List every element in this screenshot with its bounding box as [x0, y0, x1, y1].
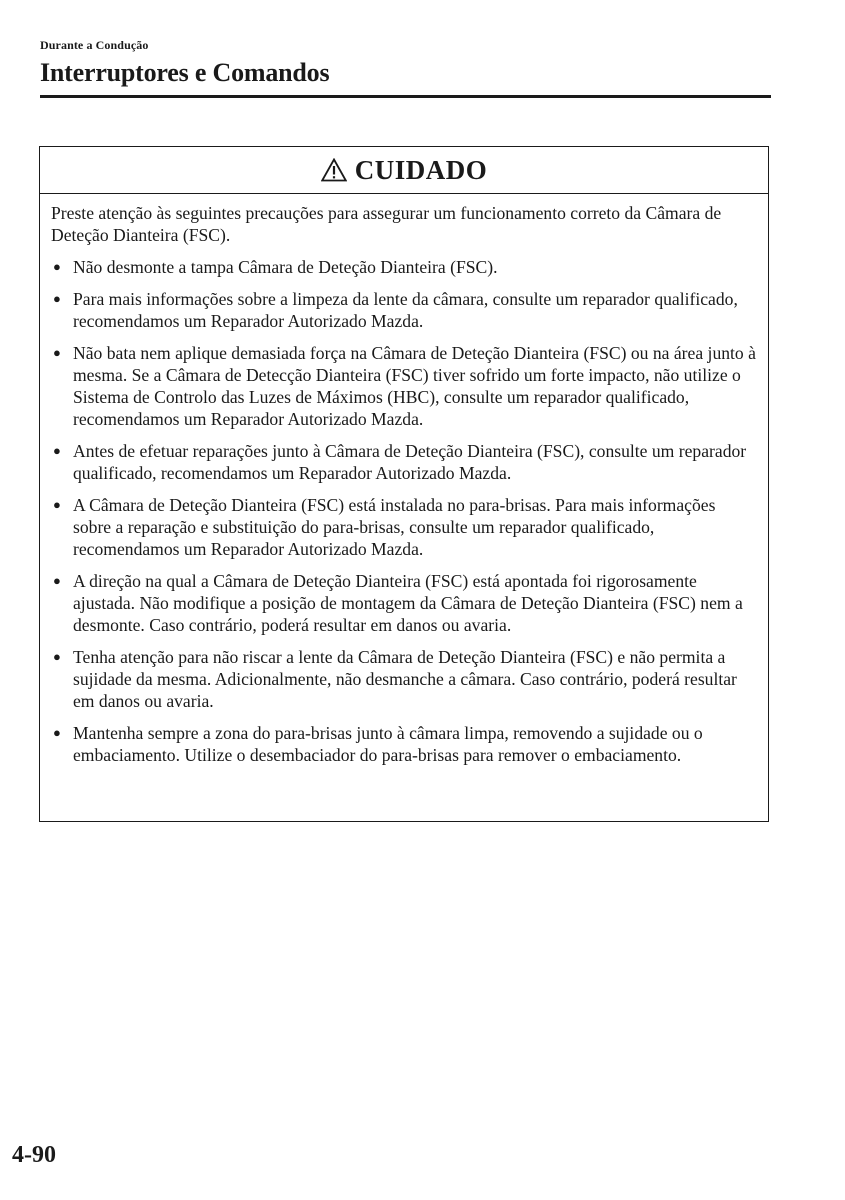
- caution-body: [40, 194, 768, 766]
- bullet-icon: ●: [53, 497, 61, 512]
- list-item-text: Antes de efetuar reparações junto à Câmara de Deteção Dianteira (FSC), consulte um reparador qualificado, recomendamos um Reparador Autorizado Mazda.: [73, 441, 747, 483]
- list-item: [51, 570, 756, 636]
- list-item-text: Tenha atenção para não riscar a lente da Câmara de Deteção Dianteira (FSC) e não permita a sujidade da mesma. Adicionalmente, não desmanche a câmara. Caso contrário, poderá resultar em danos ou avaria.: [73, 647, 737, 711]
- warning-triangle-icon: [321, 159, 347, 182]
- list-item: [51, 494, 756, 560]
- bullet-icon: ●: [53, 345, 61, 360]
- list-item: [51, 440, 756, 484]
- bullet-icon: ●: [53, 443, 61, 458]
- bullet-icon: ●: [53, 649, 61, 664]
- bullet-icon: ●: [53, 573, 61, 588]
- list-item-text: A direção na qual a Câmara de Deteção Dianteira (FSC) está apontada foi rigorosamente ajustada. Não modifique a posição de montagem da Câmara de Deteção Dianteira (FSC) nem a desmonte. Caso contrário, poderá resultar em danos ou avaria.: [73, 571, 743, 635]
- title-rule: [40, 95, 771, 98]
- caution-header: [40, 147, 768, 194]
- list-item: [51, 288, 756, 332]
- caution-title: CUIDADO: [354, 154, 488, 185]
- list-item: [51, 646, 756, 712]
- list-item-text: Não bata nem aplique demasiada força na Câmara de Deteção Dianteira (FSC) ou na área junto à mesma. Se a Câmara de Detecção Dianteira (FSC) tiver sofrido um forte impacto, não utilize o Sistema de Controlo das Luzes de Máximos (HBC), consulte um reparador qualificado, recomendamos um Reparador Autorizado Mazda.: [73, 343, 756, 429]
- list-item-text: A Câmara de Deteção Dianteira (FSC) está instalada no para-brisas. Para mais informações sobre a reparação e substituição do para-brisas, consulte um reparador qualificado, recomendamos um Reparador Autorizado Mazda.: [73, 495, 716, 559]
- list-item: [51, 256, 756, 278]
- section-label: Durante a Condução: [40, 38, 149, 52]
- precaution-list: [51, 256, 756, 766]
- page-number: 4-90: [12, 1142, 56, 1168]
- list-item: [51, 722, 756, 766]
- bullet-icon: ●: [53, 259, 61, 274]
- page-title: Interruptores e Comandos: [40, 58, 330, 87]
- list-item-text: Não desmonte a tampa Câmara de Deteção Dianteira (FSC).: [73, 257, 498, 277]
- caution-intro: Preste atenção às seguintes precauções para assegurar um funcionamento correto da Câmara de Deteção Dianteira (FSC).: [51, 203, 722, 245]
- list-item-text: Para mais informações sobre a limpeza da lente da câmara, consulte um reparador qualificado, recomendamos um Reparador Autorizado Mazda.: [73, 289, 738, 331]
- bullet-icon: ●: [53, 725, 61, 740]
- caution-box: [39, 146, 769, 822]
- list-item: [51, 342, 756, 430]
- list-item-text: Mantenha sempre a zona do para-brisas junto à câmara limpa, removendo a sujidade ou o embaciamento. Utilize o desembaciador do para-brisas para remover o embaciamento.: [73, 723, 703, 765]
- bullet-icon: ●: [53, 291, 61, 306]
